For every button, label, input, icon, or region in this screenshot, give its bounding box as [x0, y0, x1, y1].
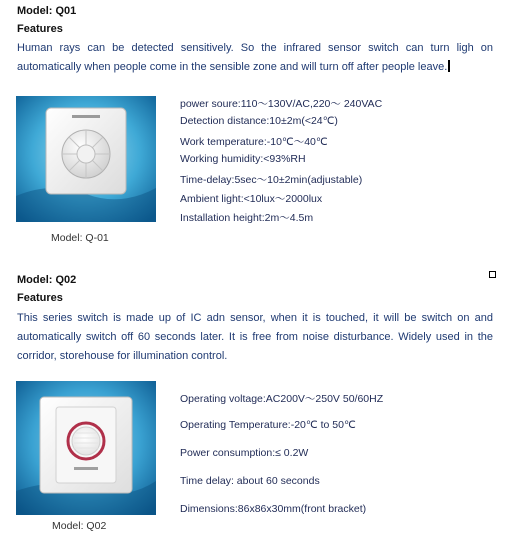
description-q02: This series switch is made up of IC adn sensor, when it is touched, it will be switch on and automatically switch off 60 seconds later. It is free from noise disturbance. Widely used in the corridor, storehouse for illumination control. [17, 312, 493, 362]
spec-list-q02 [180, 391, 500, 521]
spec-detection-distance: Detection distance:10±2m(<24℃) [180, 115, 338, 127]
description-q01 [17, 39, 493, 77]
spec-working-humidity: Working humidity:<93%RH [180, 153, 306, 165]
spec-power-source: power soure:110～130V/AC,220～ 240VAC [180, 98, 383, 110]
product-photo-q02 [16, 381, 156, 515]
model-title-q02: Model: Q02 [17, 274, 77, 286]
product-photo-q01 [16, 96, 156, 222]
spec-work-temperature: Work temperature:-10℃～40℃ [180, 136, 328, 148]
spec-power-consumption: Power consumption:≤ 0.2W [180, 447, 309, 459]
selection-handle[interactable] [489, 271, 496, 278]
spec-dimensions: Dimensions:86x86x30mm(front bracket) [180, 503, 367, 515]
photo-caption-q02: Model: Q02 [52, 520, 107, 532]
spec-installation-height: Installation height:2m～4.5m [180, 212, 314, 224]
description-text-q01: Human rays can be detected sensitively. So the infrared sensor switch can turn ligh on automatically when people come in the sensible zone and will turn off after people leave. [17, 42, 493, 73]
photo-caption-q01: Model: Q-01 [51, 232, 109, 244]
features-heading-q02: Features [17, 292, 63, 304]
spec-operating-temperature: Operating Temperature:-20℃ to 50℃ [180, 419, 356, 431]
model-title-q01: Model: Q01 [17, 5, 77, 17]
spec-list-q01 [180, 96, 500, 226]
text-cursor [448, 60, 450, 72]
features-heading-q01: Features [17, 23, 63, 35]
spec-time-delay: Time-delay:5sec～10±2min(adjustable) [180, 174, 363, 186]
spec-time-delay-q02: Time delay: about 60 seconds [180, 475, 320, 487]
spec-operating-voltage: Operating voltage:AC200V～250V 50/60HZ [180, 393, 384, 405]
spec-ambient-light: Ambient light:<10lux～2000lux [180, 193, 323, 205]
